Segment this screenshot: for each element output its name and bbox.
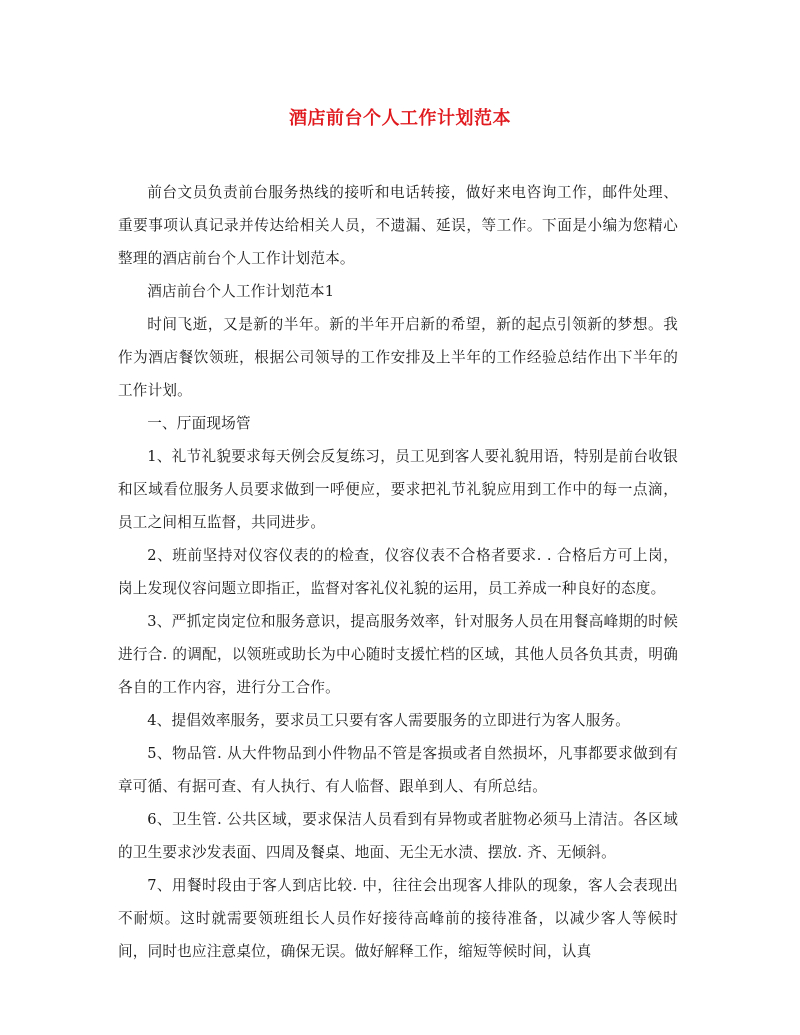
list-item: 4、提倡效率服务，要求员工只要有客人需要服务的立即进行为客人服务。 — [147, 712, 631, 729]
intro-paragraph: 前台文员负责前台服务热线的接听和电话转接，做好来电咨询工作，邮件处理、重要事项认真记录并传达给相关人员，不遗漏、延误，等工作。下面是小编为您精心整理的酒店前台个人工作计划范本。 — [118, 184, 678, 267]
list-item: 6、卫生管. 公共区域，要求保洁人员看到有异物或者脏物必须马上清洁。各区域的卫生要求沙发表面、四周及餐桌、地面、无尘无水渍、摆放. 齐、无倾斜。 — [118, 811, 678, 861]
list-item: 5、物品管. 从大件物品到小件物品不管是客损或者自然损坏，凡事都要求做到有章可循、有据可查、有人执行、有人临督、跟单到人、有所总结。 — [118, 745, 678, 795]
list-item: 2、班前坚持对仪容仪表的的检查，仪容仪表不合格者要求. . 合格后方可上岗，岗上发现仪容问题立即指正，监督对客礼仪礼貌的运用，员工养成一种良好的态度。 — [118, 547, 678, 597]
list-item: 3、严抓定岗定位和服务意识，提高服务效率，针对服务人员在用餐高峰期的时候进行合. 的调配，以领班或助长为中心随时支援忙档的区域，其他人员各负其责，明确各自的工作内容，进行分工合作。 — [118, 613, 678, 696]
subsection-heading: 一、厅面现场管 — [147, 415, 251, 432]
body-paragraph: 时间飞逝，又是新的半年。新的半年开启新的希望，新的起点引领新的梦想。我作为酒店餐饮领班，根据公司领导的工作安排及上半年的工作经验总结作出下半年的工作计划。 — [118, 316, 678, 399]
section-heading: 酒店前台个人工作计划范本1 — [147, 283, 335, 300]
list-item: 1、礼节礼貌要求每天例会反复练习，员工见到客人要礼貌用语，特别是前台收银和区域看位服务人员要求做到一呼便应，要求把礼节礼貌应用到工作中的每一点滴，员工之间相互监督，共同进步。 — [118, 448, 678, 531]
list-item: 7、用餐时段由于客人到店比较. 中，往往会出现客人排队的现象，客人会表现出不耐烦。这时就需要领班组长人员作好接待高峰前的接待准备，以减少客人等候时间，同时也应注意桌位，确保无误。做好解释工作，缩短等候时间，认真 — [118, 877, 678, 960]
document-title: 酒店前台个人工作计划范本 — [289, 108, 511, 129]
document-body — [118, 176, 678, 968]
